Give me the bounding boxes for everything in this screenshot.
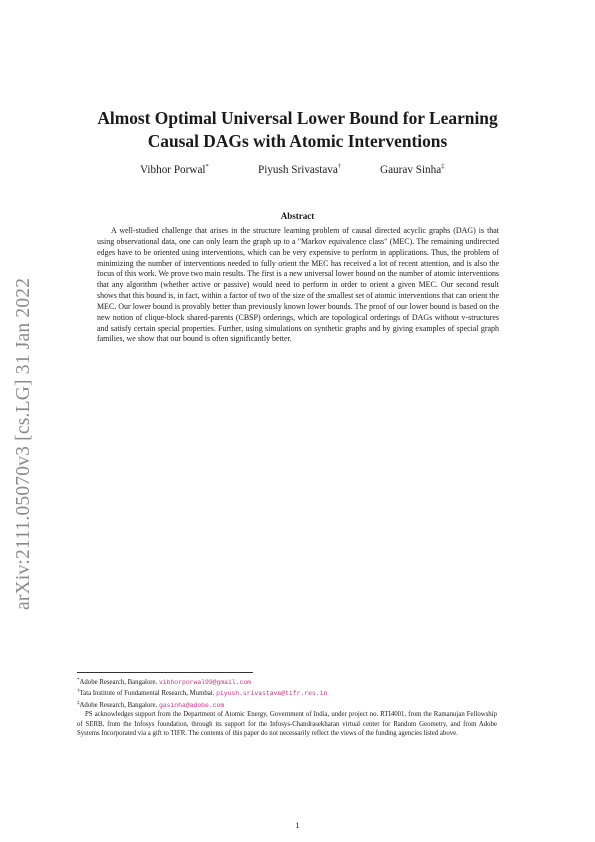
author-name: Piyush Srivastava [258, 164, 338, 176]
footnote-mark: ‡ [77, 700, 80, 706]
footnote-affiliation: Adobe Research, Bangalore. [79, 679, 159, 686]
email-link[interactable]: gasinha@adobe.com [158, 701, 225, 709]
footnote-1 [77, 676, 497, 687]
footnote-mark: † [77, 689, 80, 695]
footnote-affiliation: Tata Institute of Fundamental Research, Mumbai. [79, 690, 217, 698]
author-3 [380, 163, 444, 176]
footnote-2 [77, 687, 497, 698]
footnotes [77, 676, 497, 738]
paper-title [60, 107, 535, 153]
abstract-body: A well-studied challenge that arises in the structure learning problem of causal directed acyclic graphs (DAG) is that using observational data, one can only learn the graph up to a "Markov equivalence class" (MEC). The remaining undirected edges have to be oriented using interventions, which can be very expensive to perform in applications. Thus, the problem of minimizing the number of interventions needed to fully orient the MEC has received a lot of recent attention, and is also the focus of this work. We prove two main results. The first is a new universal lower bound on the number of atomic interventions that any algorithm (whether active or passive) would need to perform in order to orient a given MEC. Our second result shows that this bound is, in fact, within a factor of two of the size of the smallest set of atomic interventions that can orient the MEC. Our lower bound is provably better than previously known lower bounds. The proof of our lower bound is based on the new notion of clique-block shared-parents (CBSP) orderings, which are topological orderings of DAGs without v-structures and satisfy certain special properties. Further, using simulations on synthetic graphs and by giving examples of special graph families, we show that our bound is often significantly better. [97, 226, 499, 344]
email-link[interactable]: vibhorporwal99@gmail.com [158, 679, 252, 686]
footnote-mark: * [77, 678, 80, 683]
author-1 [140, 163, 209, 176]
title-line-1: Almost Optimal Universal Lower Bound for Learning [97, 108, 498, 128]
arxiv-identifier-stamp: arXiv:2111.05070v3 [cs.LG] 31 Jan 2022 [13, 277, 34, 610]
author-mark: † [337, 163, 342, 170]
author-mark: * [205, 163, 209, 170]
abstract-heading: Abstract [280, 211, 315, 221]
footnote-affiliation: Adobe Research, Bangalore. [79, 701, 159, 709]
title-line-2: Causal DAGs with Atomic Interventions [147, 131, 448, 151]
page-number: 1 [295, 820, 300, 830]
author-name: Vibhor Porwal [140, 164, 206, 176]
email-link[interactable]: piyush.srivastava@tifr.res.in [216, 690, 328, 698]
author-mark: ‡ [441, 163, 445, 170]
footnote-rule [77, 672, 253, 673]
acknowledgement-note: PS acknowledges support from the Department of Atomic Energy, Government of India, under project no. RTI4001, from the Ramanujan Fellowship of SERB, from the Infosys foundation, through its support for the Infosys-Chandrasekharan virtual center for Random Geometry, and from Adobe Systems Incorporated via a gift to TIFR. The contents of this paper do not necessarily reflect the views of the funding agencies listed above. [77, 711, 497, 738]
author-name: Gaurav Sinha [380, 164, 442, 176]
author-list [140, 163, 470, 181]
author-2 [258, 163, 341, 176]
footnote-3 [77, 699, 497, 710]
